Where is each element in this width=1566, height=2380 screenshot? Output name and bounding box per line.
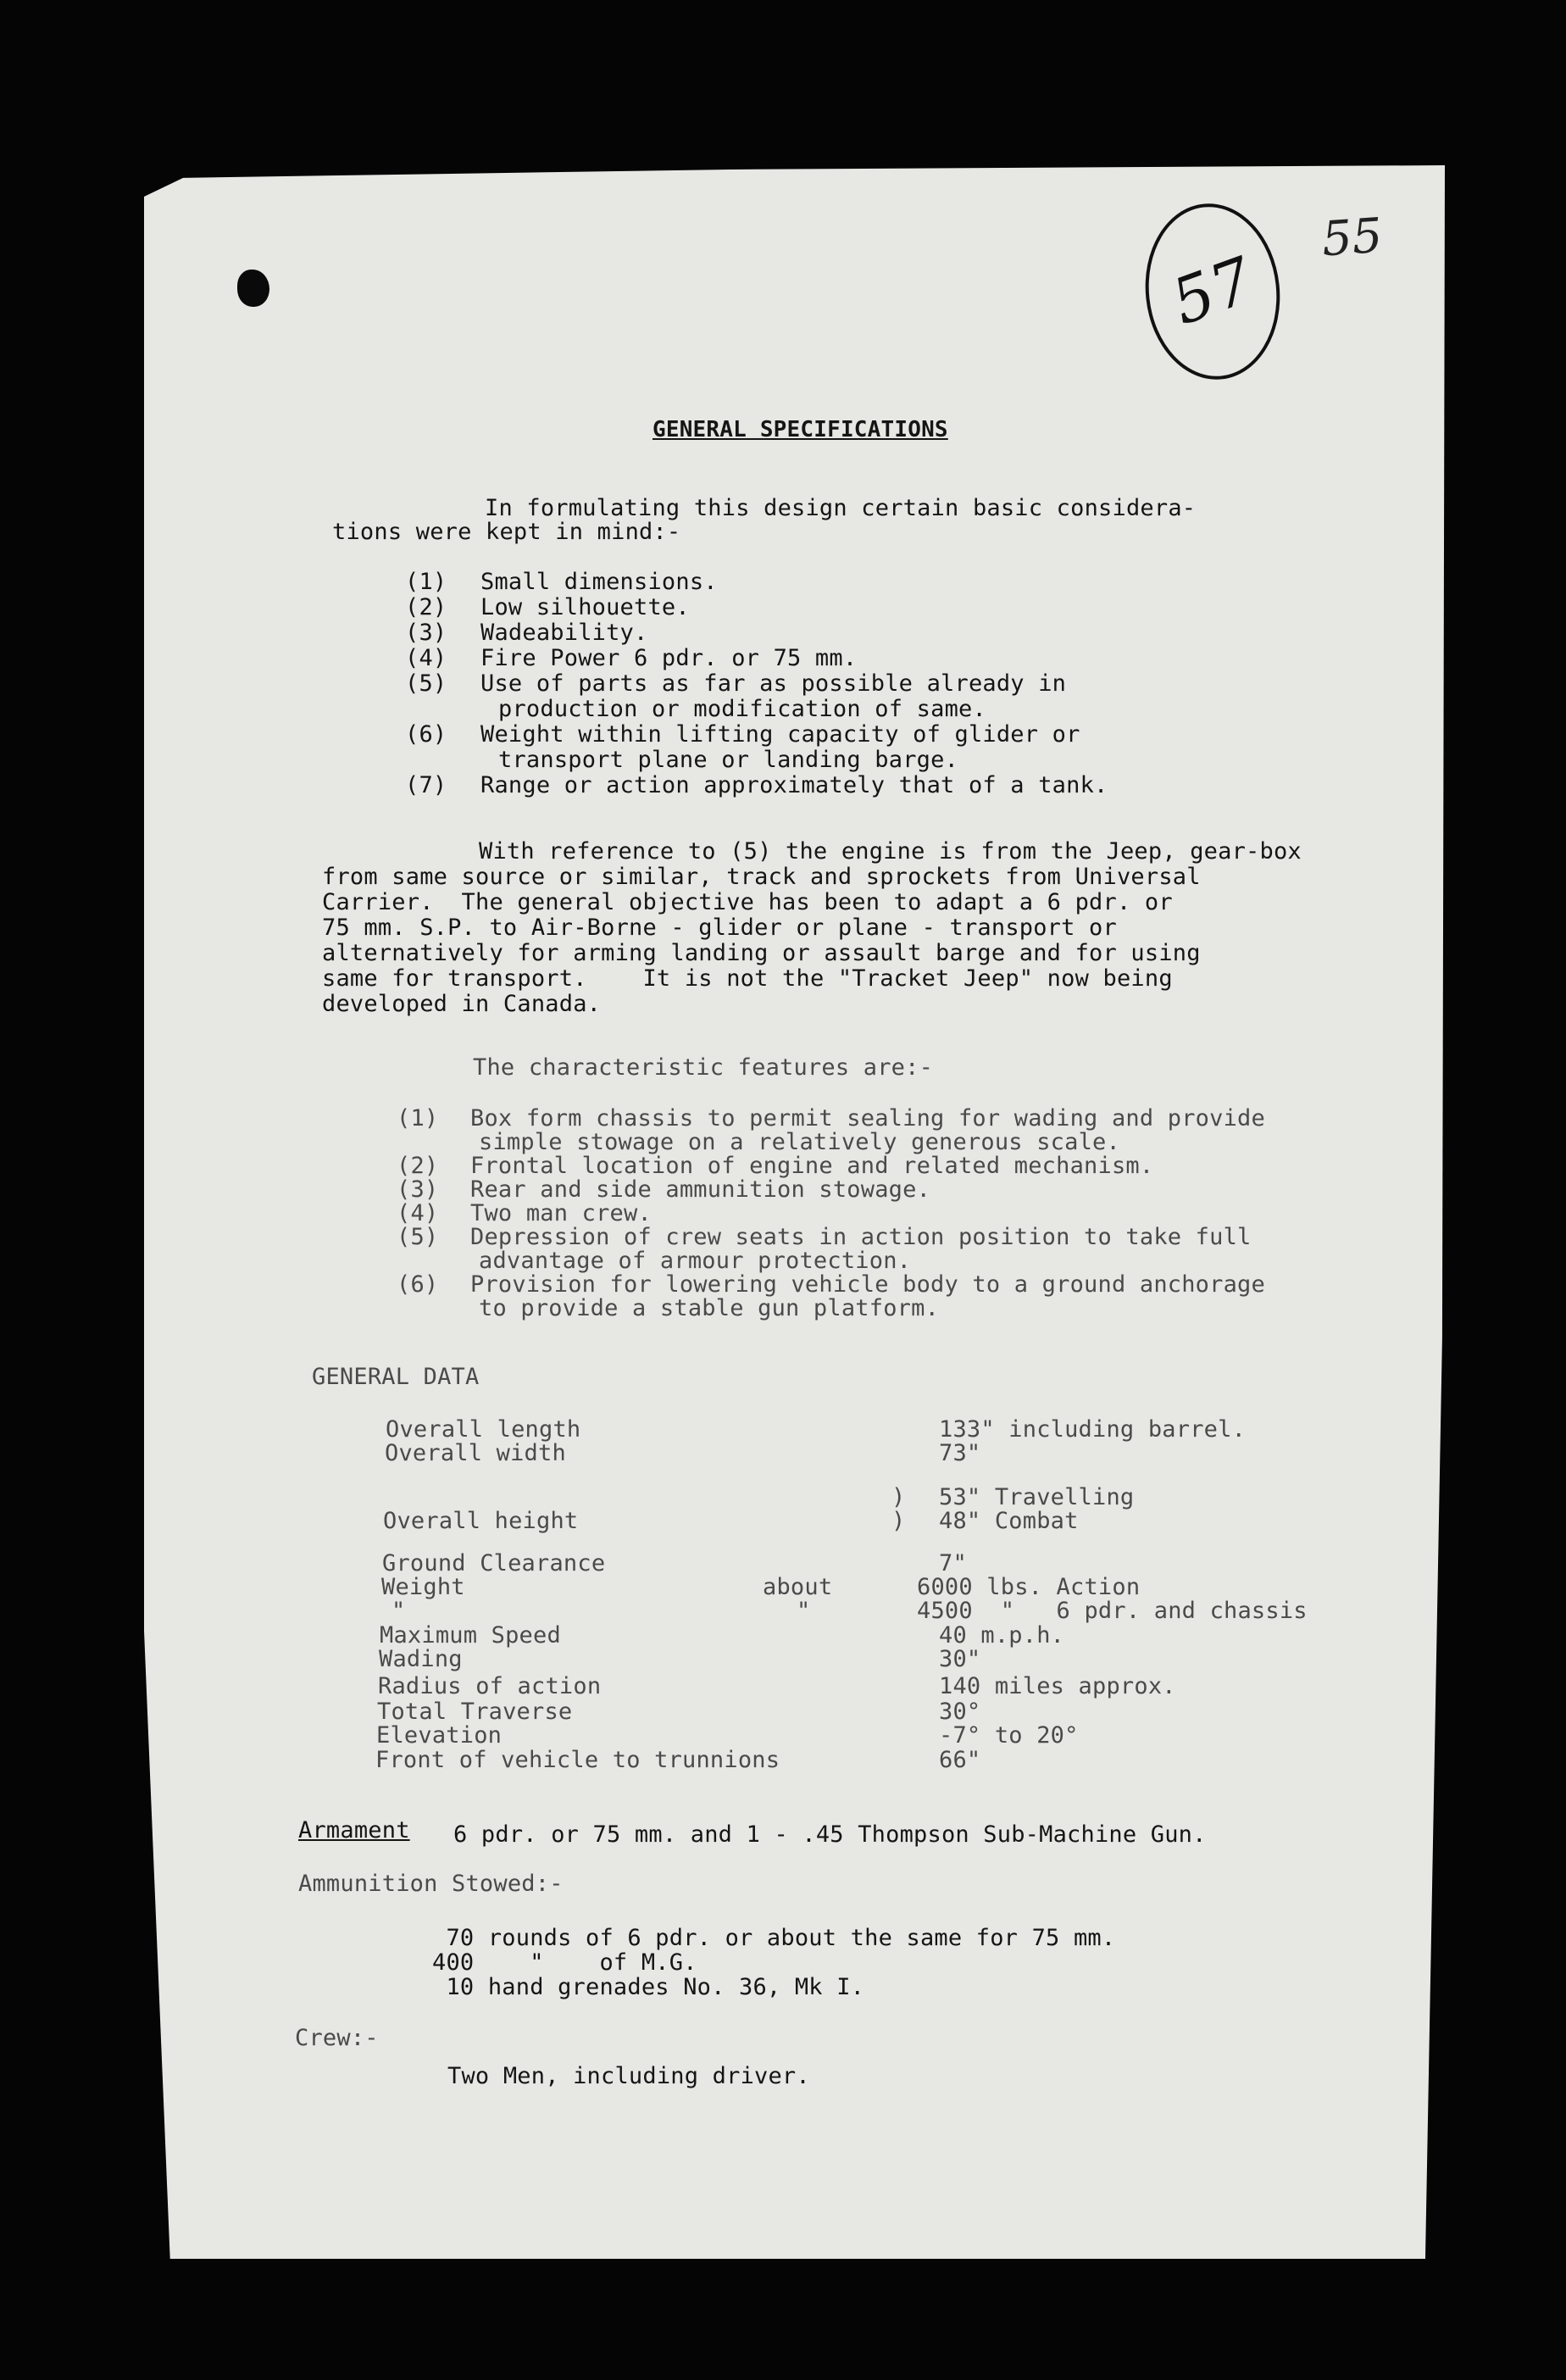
ammunition-line: 10 hand grenades No. 36, Mk I. (432, 1974, 865, 2000)
spec-value: 73" (939, 1440, 981, 1466)
spec-qualifier: ) (891, 1508, 906, 1534)
spec-value: 6000 lbs. Action (917, 1574, 1141, 1600)
consideration-text: Use of parts as far as possible already in (480, 670, 1067, 697)
spec-label: Wading (379, 1646, 463, 1672)
spec-label: Overall height (383, 1508, 579, 1534)
reference-paragraph-line: Carrier. The general objective has been to adapt a 6 pdr. or (322, 889, 1173, 915)
page-number: 55 (1319, 208, 1385, 268)
spec-label: Overall width (385, 1440, 566, 1466)
folio-stamp: 57 (1137, 197, 1289, 386)
spec-label: Elevation (376, 1722, 503, 1749)
document-title: GENERAL SPECIFICATIONS (652, 417, 948, 442)
ammunition-heading: Ammunition Stowed:- (298, 1871, 564, 1897)
reference-paragraph-line: same for transport. It is not the "Tracket Jeep" now being (322, 965, 1173, 992)
spec-label: " (392, 1598, 406, 1624)
spec-value: 66" (939, 1747, 981, 1773)
spec-label: Maximum Speed (380, 1622, 561, 1649)
consideration-text: Wadeability. (480, 620, 648, 646)
feature-number: (4) (397, 1200, 439, 1226)
armament-label: Armament (298, 1817, 410, 1843)
crew-text: Two Men, including driver. (447, 2063, 810, 2089)
spec-value: 140 miles approx. (939, 1673, 1176, 1699)
spec-label: Front of vehicle to trunnions (375, 1747, 780, 1773)
spec-qualifier: " (797, 1598, 811, 1624)
feature-number: (1) (397, 1105, 439, 1132)
reference-paragraph-line: developed in Canada. (322, 991, 602, 1017)
consideration-number: (5) (405, 670, 447, 697)
consideration-text: Small dimensions. (480, 569, 718, 595)
reference-paragraph-line: With reference to (5) the engine is from the Jeep, gear-box (479, 838, 1302, 865)
features-intro: The characteristic features are:- (473, 1054, 934, 1081)
spec-value: 7" (939, 1550, 967, 1576)
spec-label: Overall length (386, 1416, 581, 1443)
intro-line: In formulating this design certain basic considera- (485, 495, 1197, 521)
consideration-number: (1) (405, 569, 447, 595)
consideration-number: (7) (405, 772, 447, 798)
spec-label: Ground Clearance (382, 1550, 606, 1576)
consideration-text: Low silhouette. (480, 594, 690, 620)
ammunition-line: 400 " of M.G. (432, 1949, 697, 1976)
armament-text: 6 pdr. or 75 mm. and 1 - .45 Thompson Sub-Machine Gun. (453, 1821, 1207, 1848)
feature-number: (3) (397, 1176, 439, 1203)
feature-number: (2) (397, 1153, 439, 1179)
consideration-text: Range or action approximately that of a tank. (480, 772, 1108, 798)
feature-text: Two man crew. (470, 1200, 652, 1226)
consideration-number: (6) (405, 721, 447, 748)
consideration-text: Weight within lifting capacity of glider or (480, 721, 1080, 748)
spec-qualifier: about (763, 1574, 833, 1600)
intro-line: tions were kept in mind:- (332, 519, 681, 545)
spec-label: Weight (381, 1574, 465, 1600)
consideration-number: (2) (405, 594, 447, 620)
feature-text: to provide a stable gun platform. (479, 1295, 940, 1321)
feature-text: simple stowage on a relatively generous scale. (479, 1129, 1120, 1155)
feature-number: (6) (397, 1271, 439, 1298)
crew-heading: Crew:- (295, 2025, 379, 2051)
consideration-text: Fire Power 6 pdr. or 75 mm. (480, 645, 858, 671)
spec-value: -7° to 20° (939, 1722, 1079, 1749)
reference-paragraph-line: from same source or similar, track and sprockets from Universal (322, 864, 1201, 890)
spec-value: 30" (939, 1646, 981, 1672)
spec-value: 53" Travelling (939, 1484, 1135, 1510)
spec-qualifier: ) (891, 1484, 906, 1510)
spec-value: 4500 " 6 pdr. and chassis (917, 1598, 1308, 1624)
spec-label: Total Traverse (377, 1699, 573, 1725)
spec-value: 133" including barrel. (939, 1416, 1247, 1443)
feature-text: Box form chassis to permit sealing for wading and provide (470, 1105, 1265, 1132)
feature-text: advantage of armour protection. (479, 1248, 912, 1274)
reference-paragraph-line: 75 mm. S.P. to Air-Borne - glider or plane - transport or (322, 915, 1117, 941)
spec-value: 30° (939, 1699, 981, 1725)
consideration-number: (3) (405, 620, 447, 646)
feature-text: Depression of crew seats in action position to take full (470, 1224, 1252, 1250)
general-data-heading: GENERAL DATA (312, 1364, 480, 1390)
feature-text: Rear and side ammunition stowage. (470, 1176, 931, 1203)
consideration-number: (4) (405, 645, 447, 671)
spec-value: 40 m.p.h. (939, 1622, 1065, 1649)
feature-text: Provision for lowering vehicle body to a ground anchorage (470, 1271, 1265, 1298)
consideration-text: transport plane or landing barge. (498, 747, 959, 773)
consideration-text: production or modification of same. (498, 696, 986, 722)
feature-number: (5) (397, 1224, 439, 1250)
spec-value: 48" Combat (939, 1508, 1079, 1534)
feature-text: Frontal location of engine and related mechanism. (470, 1153, 1154, 1179)
ammunition-line: 70 rounds of 6 pdr. or about the same for 75 mm. (432, 1925, 1116, 1951)
reference-paragraph-line: alternatively for arming landing or assault barge and for using (322, 940, 1201, 966)
spec-label: Radius of action (378, 1673, 602, 1699)
